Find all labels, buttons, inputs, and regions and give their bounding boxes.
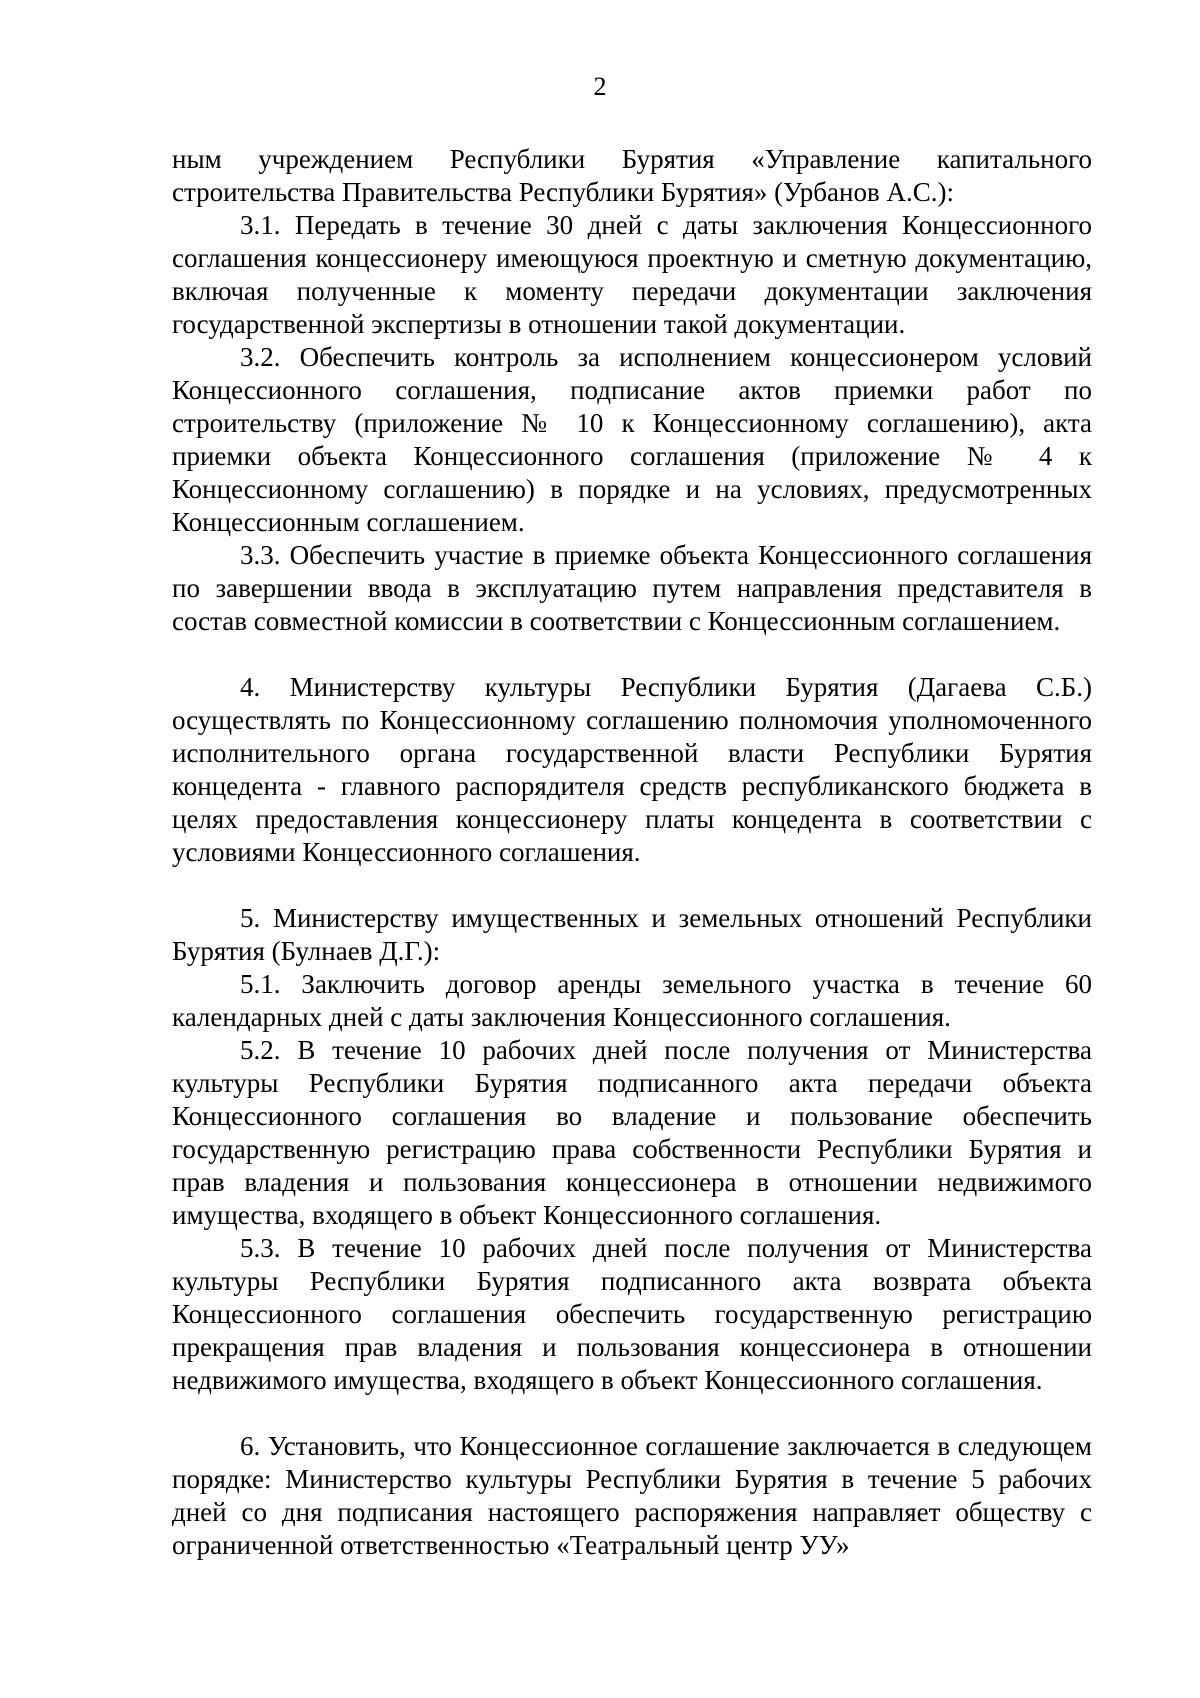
- page-number: 2: [593, 72, 607, 101]
- paragraph-continuation: ным учреждением Республики Бурятия «Управление капитального строительства Правительства Республики Бурятия» (Урбанов А.С.):: [172, 144, 1092, 207]
- document-body: [172, 143, 1092, 1562]
- paragraph-3-3: 3.3. Обеспечить участие в приемке объекта Концессионного соглашения по завершении ввода в эксплуатацию путем направления представителя в состав совместной комиссии в соответствии с Концессионным соглашением.: [172, 540, 1092, 636]
- paragraph-3-1: 3.1. Передать в течение 30 дней с даты заключения Концессионного соглашения концессионеру имеющуюся проектную и сметную документацию, включая полученные к моменту передачи документации заключения государственной экспертизы в отношении такой документации.: [172, 210, 1092, 339]
- paragraph-5: 5. Министерству имущественных и земельных отношений Республики Бурятия (Булнаев Д.Г.):: [172, 903, 1092, 966]
- paragraph-4: 4. Министерству культуры Республики Бурятия (Дагаева С.Б.) осуществлять по Концессионному соглашению полномочия уполномоченного исполнительного органа государственной власти Республики Бурятия концедента - главного распорядителя средств республиканского бюджета в целях предоставления концессионеру платы концедента в соответствии с условиями Концессионного соглашения.: [172, 672, 1092, 867]
- paragraph-5-3: 5.3. В течение 10 рабочих дней после получения от Министерства культуры Республики Бурятия подписанного акта возврата объекта Концессионного соглашения обеспечить государственную регистрацию прекращения прав владения и пользования концессионера в отношении недвижимого имущества, входящего в объект Концессионного соглашения.: [172, 1233, 1092, 1395]
- paragraph-6: 6. Установить, что Концессионное соглашение заключается в следующем порядке: Министерство культуры Республики Бурятия в течение 5 рабочих дней со дня подписания настоящего распоряжения направляет обществу с ограниченной ответственностью «Театральный центр УУ»: [172, 1431, 1092, 1560]
- paragraph-5-2: 5.2. В течение 10 рабочих дней после получения от Министерства культуры Республики Бурятия подписанного акта передачи объекта Концессионного соглашения во владение и пользование обеспечить государственную регистрацию права собственности Республики Бурятия и прав владения и пользования концессионера в отношении недвижимого имущества, входящего в объект Концессионного соглашения.: [172, 1035, 1092, 1230]
- paragraph-5-1: 5.1. Заключить договор аренды земельного участка в течение 60 календарных дней с даты заключения Концессионного соглашения.: [172, 969, 1092, 1032]
- paragraph-3-2: 3.2. Обеспечить контроль за исполнением концессионером условий Концессионного соглашения, подписание актов приемки работ по строительству (приложение № 10 к Концессионному соглашению), акта приемки объекта Концессионного соглашения (приложение № 4 к Концессионному соглашению) в порядке и на условиях, предусмотренных Концессионным соглашением.: [172, 342, 1092, 537]
